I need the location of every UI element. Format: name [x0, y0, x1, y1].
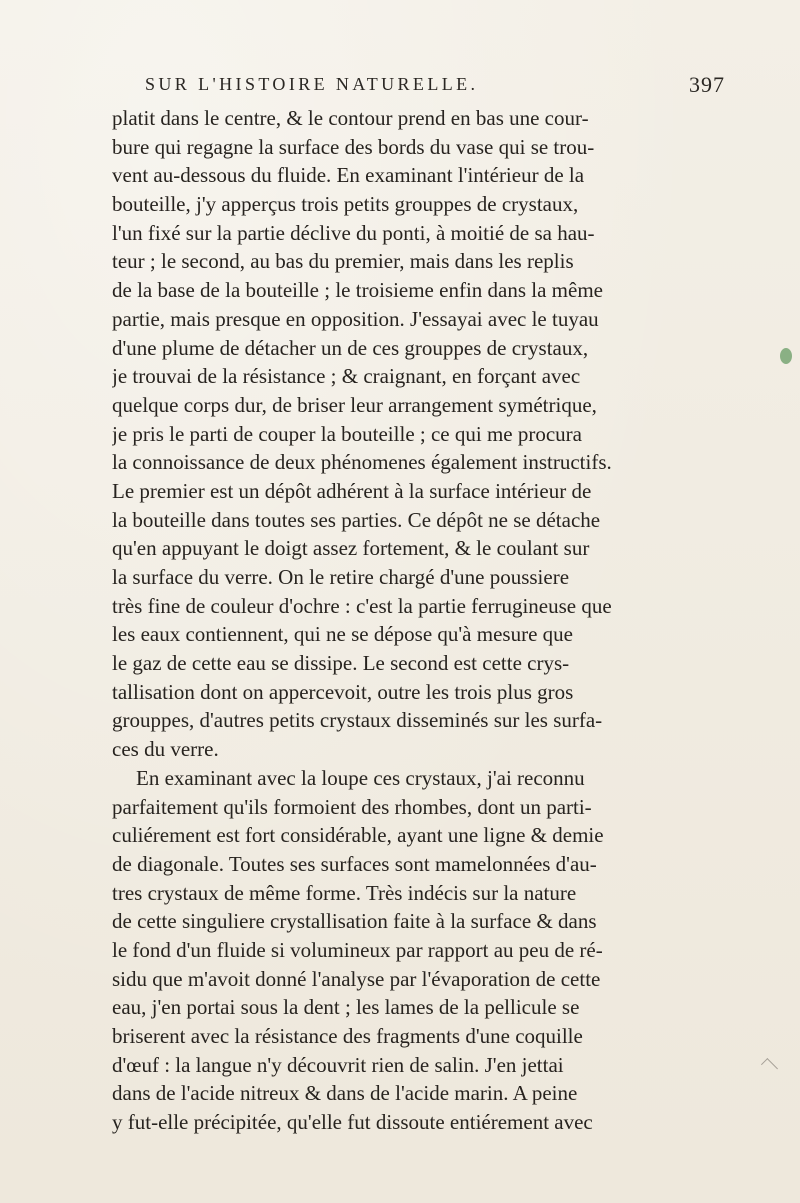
text-line: dans de l'acide nitreux & dans de l'acide marin. A peine — [112, 1081, 578, 1106]
text-line: d'une plume de détacher un de ces grouppes de crystaux, — [112, 335, 589, 360]
text-line: En examinant avec la loupe ces crystaux, j'ai reconnu — [136, 765, 585, 790]
text-line: quelque corps dur, de briser leur arrangement symétrique, — [112, 392, 597, 417]
text-line: tres crystaux de même forme. Très indécis sur la nature — [112, 880, 577, 905]
text-line: la bouteille dans toutes ses parties. Ce dépôt ne se détache — [112, 507, 601, 532]
text-line: parfaitement qu'ils formoient des rhombes, dont un parti- — [112, 794, 592, 819]
text-line: ces du verre. — [112, 737, 219, 762]
text-line: d'œuf : la langue n'y découvrit rien de salin. J'en jettai — [112, 1052, 564, 1077]
text-line: bouteille, j'y apperçus trois petits grouppes de crystaux, — [112, 192, 579, 217]
text-line: le gaz de cette eau se dissipe. Le second est cette crys- — [112, 651, 570, 676]
margin-mark — [761, 1058, 778, 1075]
text-line: y fut-elle précipitée, qu'elle fut dissoute entiérement avec — [112, 1110, 593, 1135]
text-line: de la base de la bouteille ; le troisieme enfin dans la même — [112, 278, 603, 303]
text-line: grouppes, d'autres petits crystaux disseminés sur les surfa- — [112, 708, 603, 733]
text-line: tallisation dont on appercevoit, outre les trois plus gros — [112, 679, 574, 704]
text-line: platit dans le centre, & le contour prend en bas une cour- — [112, 106, 589, 130]
paper-stain — [780, 348, 792, 364]
text-line: la connoissance de deux phénomenes également instructifs. — [112, 450, 612, 475]
text-line: la surface du verre. On le retire chargé d'une poussiere — [112, 565, 570, 589]
text-line: partie, mais presque en opposition. J'essayai avec le tuyau — [112, 306, 599, 331]
text-line: teur ; le second, au bas du premier, mais dans les replis — [112, 249, 574, 274]
text-line: je trouvai de la résistance ; & craignant, en forçant avec — [112, 364, 581, 389]
text-line: le fond d'un fluide si volumineux par rapport au peu de ré- — [112, 937, 603, 962]
body-text — [112, 104, 730, 1137]
text-line: l'un fixé sur la partie déclive du ponti, à moitié de sa hau- — [112, 220, 595, 245]
text-line: vent au-dessous du fluide. En examinant l'intérieur de la — [112, 163, 585, 188]
page-number: 397 — [689, 72, 725, 97]
text-line: eau, j'en portai sous la dent ; les lames de la pellicule se — [112, 995, 580, 1020]
text-line: de cette singuliere crystallisation faite à la surface & dans — [112, 909, 597, 934]
paragraph-2 — [112, 764, 730, 1137]
text-line: briserent avec la résistance des fragments d'une coquille — [112, 1024, 583, 1048]
text-line: très fine de couleur d'ochre : c'est la partie ferrugineuse que — [112, 593, 612, 618]
running-head — [145, 74, 725, 104]
text-line: bure qui regagne la surface des bords du vase qui se trou- — [112, 134, 595, 159]
text-line: Le premier est un dépôt adhérent à la surface intérieur de — [112, 478, 592, 503]
text-line: culiérement est fort considérable, ayant une ligne & demie — [112, 823, 604, 848]
paragraph-1 — [112, 104, 730, 764]
text-line: je pris le parti de couper la bouteille ; ce qui me procura — [112, 421, 582, 446]
text-line: les eaux contiennent, qui ne se dépose qu'à mesure que — [112, 622, 573, 647]
text-line: de diagonale. Toutes ses surfaces sont mamelonnées d'au- — [112, 851, 597, 876]
text-line: qu'en appuyant le doigt assez fortement, & le coulant sur — [112, 536, 590, 561]
running-title: SUR L'HISTOIRE NATURELLE. — [145, 74, 479, 94]
text-line: sidu que m'avoit donné l'analyse par l'évaporation de cette — [112, 966, 601, 991]
